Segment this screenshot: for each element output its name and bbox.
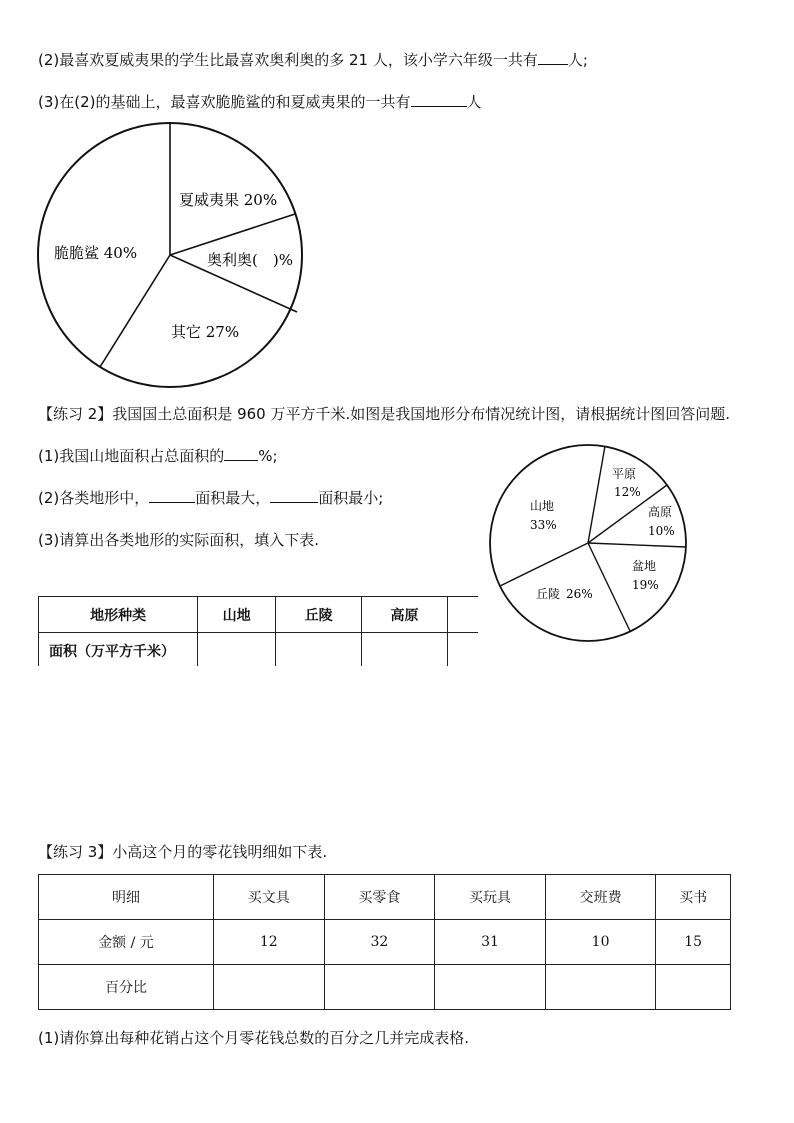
pie-label-other: 其它 27% <box>171 323 240 341</box>
pie-label-macadamia: 夏威夷果 20% <box>179 191 278 209</box>
table-header: 买玩具 <box>435 875 546 920</box>
exercise-3-q1: (1)请你算出每种花销占这个月零花钱总数的百分之几并完成表格. <box>38 1029 470 1047</box>
table-row <box>39 965 731 1010</box>
table-header: 丘陵 <box>276 597 362 633</box>
table-header: 交班费 <box>545 875 656 920</box>
question-2-text: (2)最喜欢夏威夷果的学生比最喜欢奥利奥的多 21 人，该小学六年级一共有 <box>38 51 538 69</box>
table-header: 买零食 <box>324 875 435 920</box>
table-cell-input[interactable] <box>198 633 276 667</box>
table-header: 明细 <box>39 875 214 920</box>
pie-label-basin: 盆地 <box>632 559 657 573</box>
table-cell: 15 <box>656 920 731 965</box>
pie-divider <box>170 214 295 255</box>
table-cell-input[interactable] <box>362 633 448 667</box>
ex2-q2-text: (2)各类地形中， <box>38 489 150 507</box>
terrain-table <box>38 596 478 666</box>
table-cell-input[interactable] <box>656 965 731 1010</box>
exercise-2-q1 <box>38 446 278 466</box>
table-header: 买文具 <box>214 875 325 920</box>
pie-divider <box>500 543 588 586</box>
pie-divider <box>100 255 170 367</box>
pie-pct-basin: 19% <box>632 578 659 592</box>
table-header <box>448 597 479 633</box>
terrain-pie-chart <box>480 440 700 650</box>
question-2-suffix: 人; <box>567 51 588 69</box>
table-row <box>39 920 731 965</box>
table-cell-input[interactable] <box>324 965 435 1010</box>
pie-divider <box>588 543 630 631</box>
table-cell: 金额 / 元 <box>39 920 214 965</box>
pie-pct-plain: 12% <box>614 485 641 499</box>
table-row-label: 面积（万平方千米） <box>39 633 198 667</box>
answer-blank[interactable] <box>149 488 195 503</box>
pie-label-mountains: 山地 <box>530 499 555 513</box>
pie-label-hills: 丘陵 <box>536 587 561 601</box>
pie-label-plain: 平原 <box>612 467 637 481</box>
exercise-2-q3: (3)请算出各类地形的实际面积，填入下表. <box>38 531 320 549</box>
allowance-table <box>38 874 731 1010</box>
exercise-3-title: 【练习 3】小高这个月的零花钱明细如下表. <box>38 843 328 861</box>
pie-pct-plateau: 10% <box>648 524 675 538</box>
exercise-2-title: 【练习 2】我国国土总面积是 960 万平方千米.如图是我国地形分布情况统计图，请根据统计图回答问题. <box>38 405 731 423</box>
question-3-text: (3)在(2)的基础上，最喜欢脆脆鲨的和夏威夷果的一共有 <box>38 93 411 111</box>
table-row <box>39 633 479 667</box>
pie-divider <box>588 446 605 543</box>
table-header-row <box>39 875 731 920</box>
table-cell: 10 <box>545 920 656 965</box>
pie-label-plateau: 高原 <box>648 505 673 519</box>
table-cell-input[interactable] <box>276 633 362 667</box>
table-cell-input[interactable] <box>214 965 325 1010</box>
pie-label-oreo: 奥利奥( )% <box>207 251 293 269</box>
pie-divider <box>588 543 686 547</box>
table-cell: 百分比 <box>39 965 214 1010</box>
terrain-table-wrapper <box>38 596 478 666</box>
ex2-q1-text: (1)我国山地面积占总面积的 <box>38 447 225 465</box>
snack-pie-chart <box>0 0 794 400</box>
table-header: 山地 <box>198 597 276 633</box>
table-header: 买书 <box>656 875 731 920</box>
table-header: 地形种类 <box>39 597 198 633</box>
table-header-row <box>39 597 479 633</box>
table-cell: 32 <box>324 920 435 965</box>
table-cell-input[interactable] <box>435 965 546 1010</box>
pie-pct-mountains: 33% <box>530 518 557 532</box>
table-cell: 12 <box>214 920 325 965</box>
ex2-q2-mid: 面积最大， <box>195 489 271 507</box>
question-3-suffix: 人 <box>466 93 482 111</box>
ex2-q1-suffix: %; <box>258 447 278 465</box>
exercise-2-q2 <box>38 488 383 508</box>
table-cell-input[interactable] <box>545 965 656 1010</box>
answer-blank[interactable] <box>270 488 318 503</box>
table-cell-input[interactable] <box>448 633 479 667</box>
ex2-q2-suffix: 面积最小; <box>318 489 384 507</box>
table-cell: 31 <box>435 920 546 965</box>
answer-blank[interactable] <box>224 446 258 461</box>
pie-pct-hills: 26% <box>566 587 593 601</box>
table-header: 高原 <box>362 597 448 633</box>
pie-label-crisp-shark: 脆脆鲨 40% <box>54 244 138 262</box>
